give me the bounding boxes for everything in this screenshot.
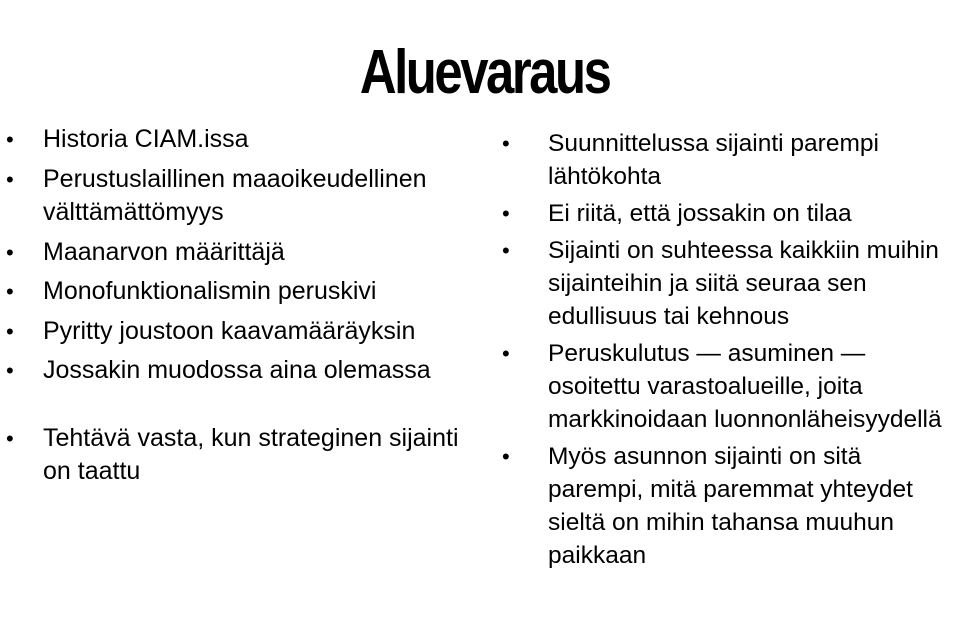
list-item-text: Ei riitä, että jossakin on tilaa xyxy=(548,200,852,227)
list-item xyxy=(500,234,959,333)
list-item xyxy=(6,422,476,489)
list-item-text: Sijainti on suhteessa kaikkiin muihin sijainteihin ja siitä seuraa sen edullisuus tai kehnous xyxy=(548,237,939,330)
list-item-text: Perustuslaillinen maaoikeudellinen välttämättömyys xyxy=(43,164,427,226)
list-item xyxy=(500,440,959,572)
list-item xyxy=(6,163,476,230)
bullet-icon: • xyxy=(502,238,510,263)
list-item-text: Myös asunnon sijainti on sitä parempi, mitä paremmat yhteydet sieltä on mihin tahansa muuhun paikkaan xyxy=(548,443,913,569)
list-item-text: Maanarvon määrittäjä xyxy=(43,237,285,266)
list-item-text: Tehtävä vasta, kun strateginen sijainti on taattu xyxy=(43,423,459,485)
bullet-icon: • xyxy=(6,318,14,344)
list-item xyxy=(500,197,959,230)
list-item xyxy=(6,315,476,349)
list-item-text: Monofunktionalismin peruskivi xyxy=(43,277,377,305)
list-item xyxy=(6,354,476,388)
list-item-text: Jossakin muodossa aina olemassa xyxy=(43,356,431,384)
bullet-icon: • xyxy=(6,166,14,192)
left-bullet-list xyxy=(6,123,476,495)
bullet-icon: • xyxy=(6,425,14,451)
bullet-icon: • xyxy=(6,127,14,152)
bullet-icon: • xyxy=(6,279,14,304)
list-item-text: Pyritty joustoon kaavamääräyksin xyxy=(43,316,416,345)
bullet-icon: • xyxy=(502,201,510,226)
right-bullet-list xyxy=(500,127,959,576)
list-item-text: Peruskulutus — asuminen — osoitettu varastoalueille, joita markkinoidaan luonnonläheisyydellä xyxy=(548,340,942,433)
bullet-icon: • xyxy=(502,444,510,469)
slide-title: Aluevaraus xyxy=(359,37,610,107)
list-item xyxy=(6,236,476,270)
bullet-icon: • xyxy=(502,341,510,366)
list-item xyxy=(6,123,476,157)
bullet-icon: • xyxy=(6,239,14,265)
bullet-icon: • xyxy=(502,131,510,156)
list-item xyxy=(6,275,476,309)
bullet-icon: • xyxy=(6,358,14,383)
list-item-text: Suunnittelussa sijainti parempi lähtökohta xyxy=(548,130,879,190)
list-item xyxy=(500,337,959,436)
list-item-text: Historia CIAM.issa xyxy=(43,125,249,153)
list-item xyxy=(500,127,959,193)
